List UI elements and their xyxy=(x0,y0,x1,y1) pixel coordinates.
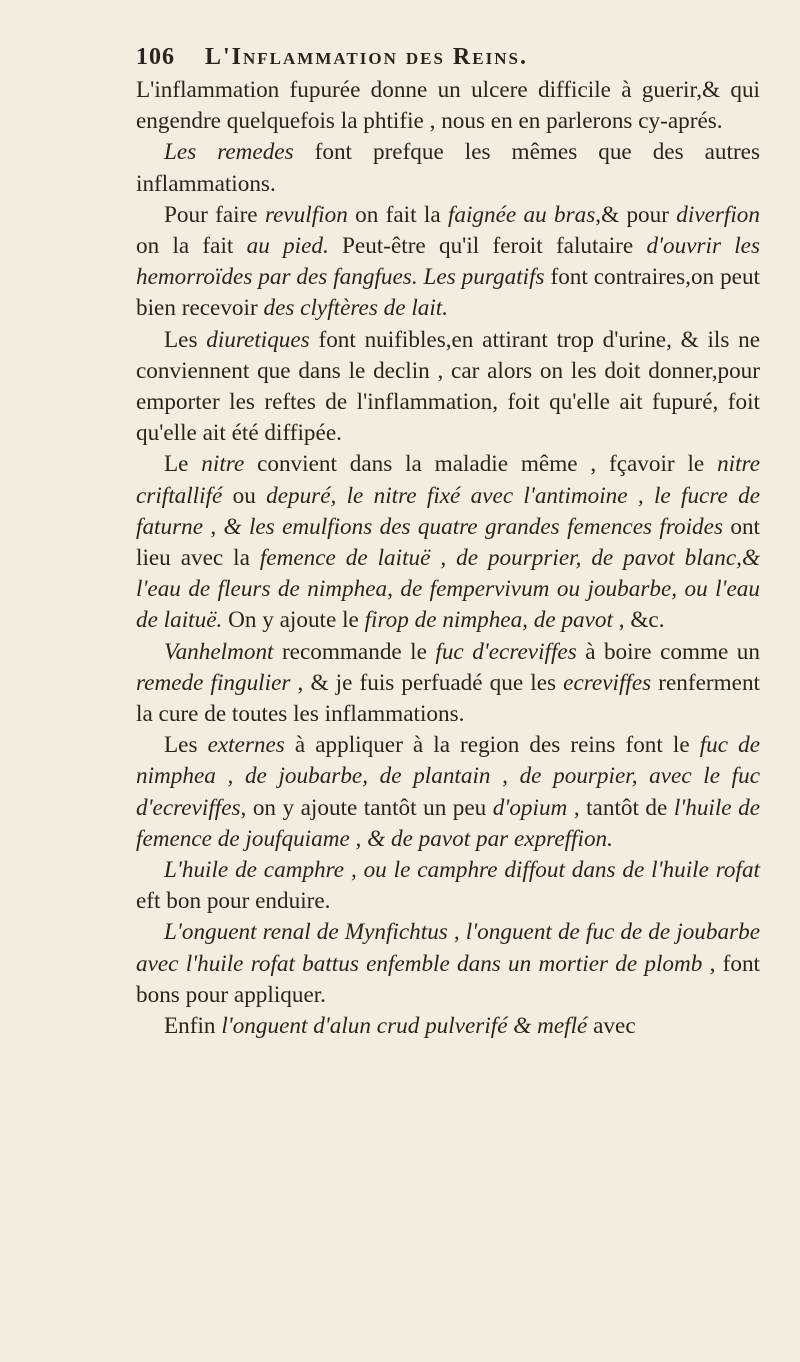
italic-run: revulfion xyxy=(264,201,348,228)
paragraph xyxy=(136,1011,760,1042)
running-title: L'Inflammation des Reins. xyxy=(205,44,528,70)
text-run: Enfin xyxy=(164,1013,222,1040)
text-run: convient dans la maladie même , fçavoir le xyxy=(244,451,718,478)
text-run: L'inflammation fupurée donne un ulcere difficile à guerir,& qui engendre quelquefois la phtifie , nous en en parlerons cy-aprés. xyxy=(136,77,760,135)
text-run: à boire comme un xyxy=(576,638,760,665)
text-run: Les xyxy=(164,326,207,353)
text-run: avec xyxy=(587,1013,636,1040)
text-run: Le xyxy=(164,451,202,478)
italic-run: diuretiques xyxy=(206,326,310,353)
text-run: font nuifibles,en attirant trop d'urine, & ils ne conviennent que dans le declin , car alors on les doit donner,pour emporter les reftes de l'inflammation, foit qu'elle ait fupuré, foit qu'elle ait été diffipée. xyxy=(136,326,760,447)
italic-run: L'huile de camphre , ou le camphre diffout dans de l'huile rofat xyxy=(164,857,760,884)
italic-run: faignée au bras xyxy=(447,201,596,228)
italic-run: l'onguent d'alun crud pulverifé & meflé xyxy=(221,1013,588,1040)
text-run: , &c. xyxy=(612,607,665,634)
paragraph xyxy=(136,200,760,325)
text-run: font contraires,on peut bien recevoir xyxy=(136,264,760,322)
text-run: ont lieu avec la xyxy=(136,513,760,572)
paragraph xyxy=(136,75,760,137)
text-run: Pour faire xyxy=(164,201,265,228)
text-run: , font bons pour appliquer. xyxy=(136,950,760,1008)
text-run: Peut-être qu'il feroit falutaire xyxy=(328,233,647,260)
text-run: à appliquer à la region des reins font le xyxy=(284,732,700,759)
paragraph xyxy=(136,137,760,199)
italic-run: nitre criftallifé xyxy=(136,451,760,509)
body-text xyxy=(136,75,760,1042)
text-run: recommande le xyxy=(273,638,436,665)
text-run: Les xyxy=(164,732,208,759)
italic-run: l'huile de femence de joufquiame , & de pavot par expreffion. xyxy=(136,794,760,852)
italic-run: des clyftères de lait. xyxy=(263,295,449,322)
italic-run: fuc de nimphea , de joubarbe, de plantain , de pourpier, avec le fuc d'ecreviffes xyxy=(136,732,761,821)
italic-run: Les remedes xyxy=(164,139,294,166)
text-run: ,& pour xyxy=(595,201,677,228)
paragraph xyxy=(136,730,760,855)
italic-run: d'ouvrir les hemorroïdes par des fangfues. Les purgatifs xyxy=(136,233,760,291)
italic-run: depuré, le nitre fixé avec l'antimoine , le fucre de faturne , & les emulfions des quatre grandes femences froides xyxy=(136,482,760,540)
running-head xyxy=(136,44,760,71)
text-run: , on y ajoute tantôt un peu xyxy=(240,794,493,821)
italic-run: fuc d'ecreviffes xyxy=(435,638,577,665)
italic-run: femence de laituë , de pourprier, de pavot blanc,& l'eau de fleurs de nimphea, de fempervivum ou joubarbe, ou l'eau de laituë. xyxy=(136,545,760,634)
italic-run: d'opium xyxy=(492,794,568,821)
italic-run: L'onguent renal de Mynfichtus , l'onguent de fuc de de joubarbe avec l'huile rofat battus enfemble dans un mortier de plomb xyxy=(136,919,760,977)
paragraph xyxy=(136,325,760,450)
text-run: on fait la xyxy=(347,201,448,228)
text-run: renferment la cure de toutes les inflammations. xyxy=(136,669,760,728)
italic-run: Vanhelmont xyxy=(164,638,274,665)
paragraph xyxy=(136,917,760,1011)
paragraph xyxy=(136,855,760,917)
italic-run: nitre xyxy=(201,451,245,478)
italic-run: remede fingulier xyxy=(136,669,291,696)
text-run: font prefque les mêmes que des autres inflammations. xyxy=(136,139,760,197)
paragraph xyxy=(136,637,760,731)
text-run: eft bon pour enduire. xyxy=(136,888,331,915)
text-run: on la fait xyxy=(136,233,247,260)
paragraph xyxy=(136,449,760,636)
text-run: ou xyxy=(222,482,267,509)
text-run: , & je fuis perfuadé que les xyxy=(290,669,564,696)
page-number: 106 xyxy=(136,44,175,70)
italic-run: ecreviffes xyxy=(563,669,652,696)
italic-run: au pied. xyxy=(246,233,329,260)
italic-run: firop de nimphea, de pavot xyxy=(364,607,613,634)
italic-run: diverfion xyxy=(676,201,760,228)
italic-run: externes xyxy=(207,732,285,759)
text-run: On y ajoute le xyxy=(222,607,365,634)
text-run: , tantôt de xyxy=(567,794,674,821)
